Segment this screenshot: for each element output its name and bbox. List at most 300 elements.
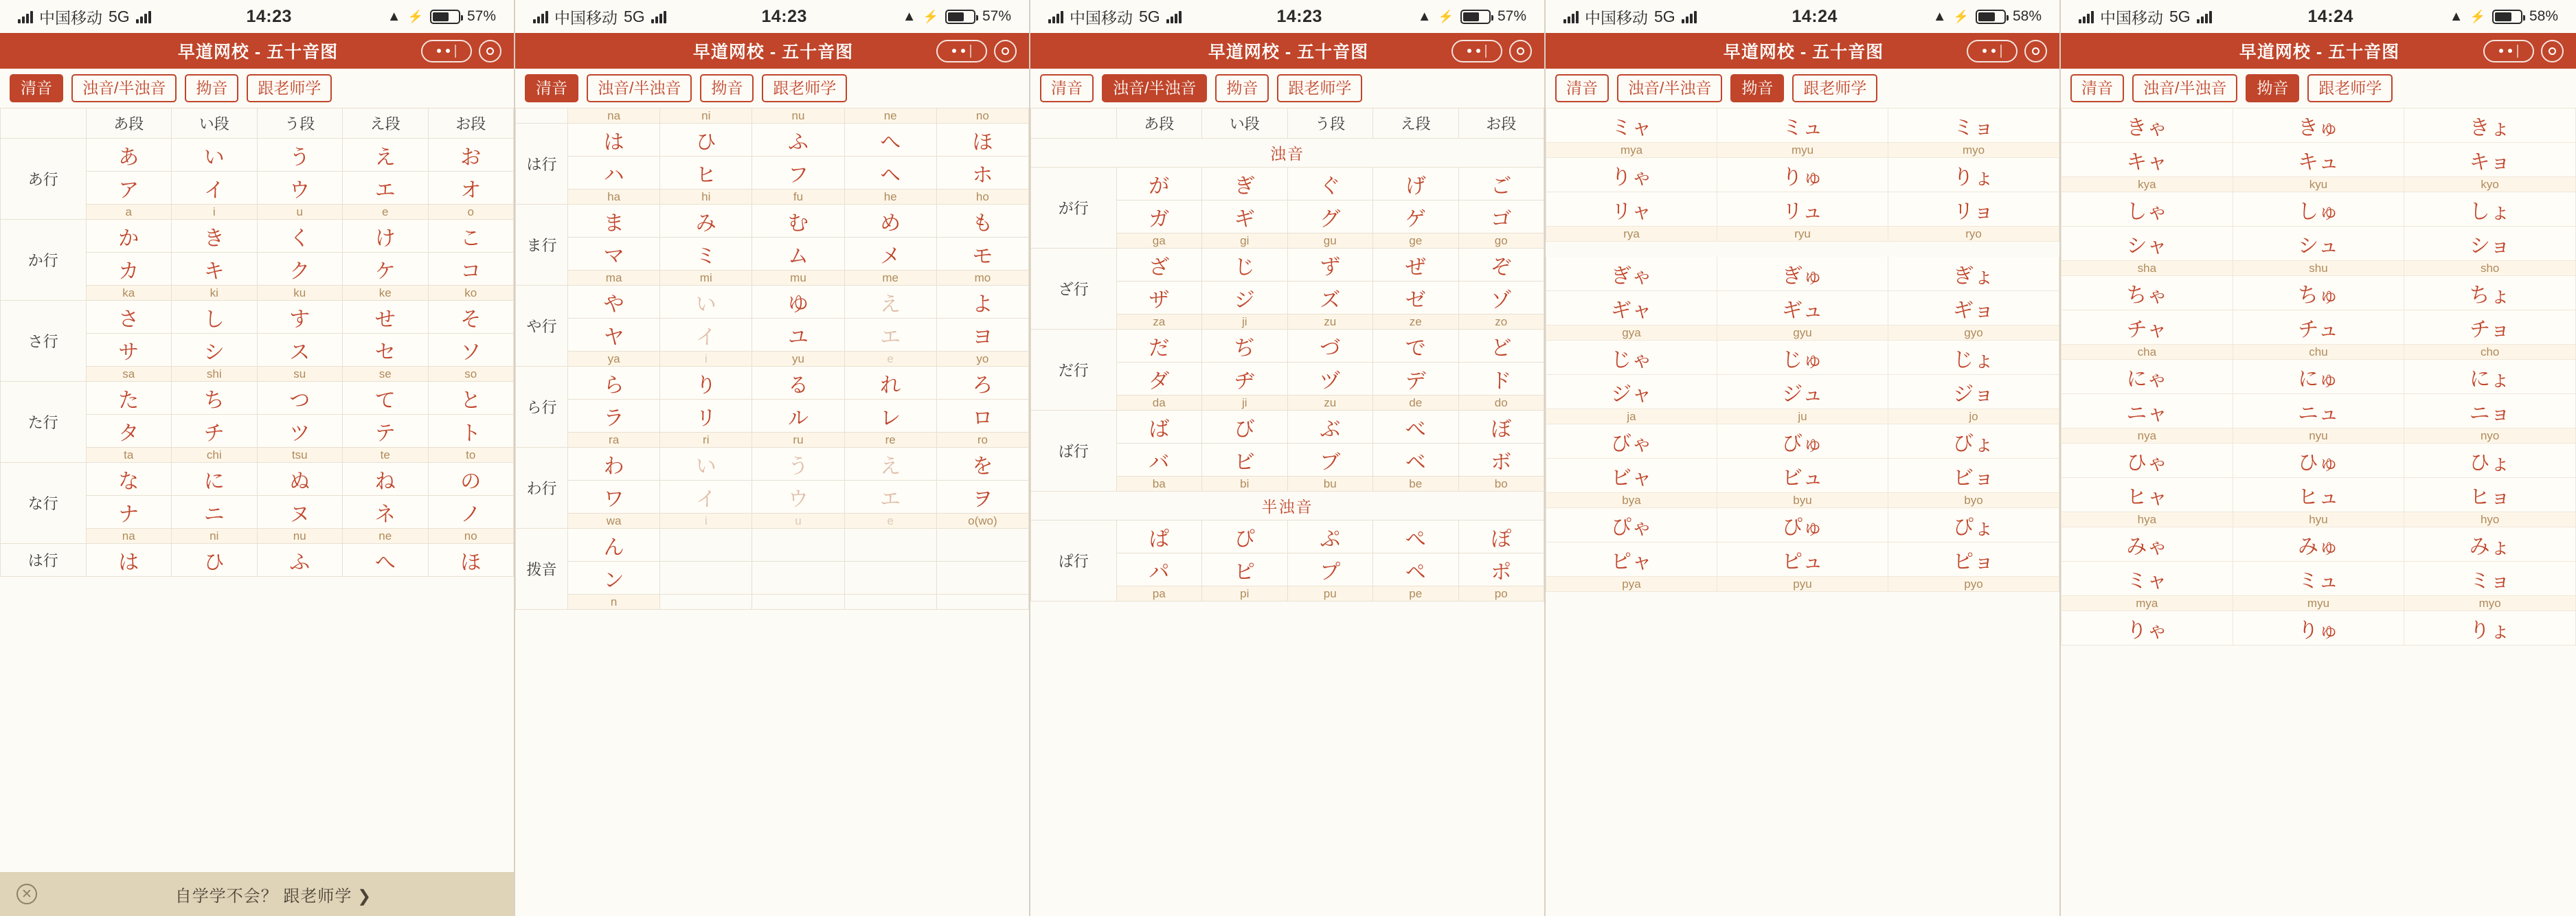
- kana-cell[interactable]: ご: [1458, 168, 1544, 201]
- kana-cell[interactable]: も: [936, 205, 1028, 238]
- kana-cell[interactable]: ミ: [660, 238, 752, 271]
- kana-cell[interactable]: バ: [1116, 444, 1202, 477]
- kana-cell[interactable]: ぎ: [1202, 168, 1288, 201]
- kana-cell[interactable]: ず: [1287, 249, 1373, 282]
- table-row: [516, 352, 1029, 367]
- kana-cell[interactable]: え: [844, 448, 936, 481]
- tab-seion[interactable]: 清音: [10, 74, 63, 102]
- kana-cell[interactable]: せ: [343, 301, 429, 334]
- kana-cell[interactable]: け: [343, 220, 429, 253]
- battery-icon: [2492, 10, 2522, 24]
- kana-cell[interactable]: チャ: [2061, 310, 2233, 345]
- kana-cell[interactable]: あ: [86, 139, 172, 172]
- kana-cell[interactable]: プ: [1287, 553, 1373, 586]
- kana-cell[interactable]: ダ: [1116, 363, 1202, 396]
- kana-table-container[interactable]: [1546, 108, 2059, 916]
- kana-cell[interactable]: リュ: [1717, 192, 1888, 227]
- kana-cell[interactable]: ヂ: [1202, 363, 1288, 396]
- kana-cell[interactable]: ぺ: [1373, 520, 1459, 553]
- kana-cell[interactable]: ハ: [568, 157, 660, 190]
- kana-cell[interactable]: カ: [86, 253, 172, 286]
- kana-cell[interactable]: べ: [1373, 411, 1459, 444]
- row-head: ま行: [516, 205, 568, 286]
- kana-cell[interactable]: ひ: [172, 544, 258, 577]
- kana-cell[interactable]: ヘ: [844, 157, 936, 190]
- kana-cell[interactable]: き: [172, 220, 258, 253]
- close-mini-app-button[interactable]: [1509, 40, 1532, 62]
- kana-cell[interactable]: お: [428, 139, 514, 172]
- kana-cell[interactable]: ロ: [936, 400, 1028, 433]
- kana-cell[interactable]: ひょ: [2404, 444, 2576, 478]
- kana-cell[interactable]: フ: [752, 157, 844, 190]
- kana-cell[interactable]: シ: [172, 334, 258, 367]
- kana-cell[interactable]: ギュ: [1717, 291, 1888, 325]
- kana-cell[interactable]: や: [568, 286, 660, 319]
- romaji-cell: sho: [2404, 261, 2576, 276]
- tab-seion[interactable]: 清音: [1040, 74, 1094, 102]
- kana-cell[interactable]: りゅ: [1717, 158, 1888, 192]
- empty-cell: [844, 595, 936, 610]
- tab-dakuon[interactable]: 浊音/半浊音: [587, 74, 692, 102]
- kana-cell[interactable]: りゃ: [1546, 158, 1717, 192]
- kana-cell[interactable]: ジョ: [1888, 375, 2059, 409]
- kana-cell[interactable]: ギ: [1202, 201, 1288, 233]
- close-mini-app-button[interactable]: [479, 40, 501, 62]
- kana-cell[interactable]: きょ: [2404, 108, 2576, 143]
- kana-cell[interactable]: じゅ: [1717, 341, 1888, 375]
- kana-cell[interactable]: シャ: [2061, 227, 2233, 261]
- kana-cell[interactable]: ミュ: [2233, 562, 2404, 596]
- kana-cell[interactable]: ゆ: [752, 286, 844, 319]
- kana-cell[interactable]: きゅ: [2233, 108, 2404, 143]
- kana-cell[interactable]: じゃ: [1546, 341, 1717, 375]
- kana-cell[interactable]: キ: [172, 253, 258, 286]
- kana-cell[interactable]: ぎゅ: [1717, 257, 1888, 291]
- kana-cell[interactable]: ゲ: [1373, 201, 1459, 233]
- kana-cell[interactable]: りょ: [1888, 158, 2059, 192]
- tab-yoon[interactable]: 拗音: [1215, 74, 1269, 102]
- kana-cell[interactable]: だ: [1116, 330, 1202, 363]
- kana-cell[interactable]: じょ: [1888, 341, 2059, 375]
- tab-seion[interactable]: 清音: [2070, 74, 2124, 102]
- kana-cell[interactable]: は: [86, 544, 172, 577]
- wifi-icon: ▲: [902, 8, 916, 24]
- kana-cell[interactable]: みゅ: [2233, 527, 2404, 562]
- kana-cell[interactable]: ひゅ: [2233, 444, 2404, 478]
- kana-cell[interactable]: は: [568, 124, 660, 157]
- kana-cell[interactable]: ほ: [428, 544, 514, 577]
- kana-cell[interactable]: ピ: [1202, 553, 1288, 586]
- kana-cell[interactable]: へ: [844, 124, 936, 157]
- kana-cell[interactable]: ぬ: [257, 463, 343, 496]
- kana-cell[interactable]: ぎょ: [1888, 257, 2059, 291]
- kana-cell[interactable]: ビュ: [1717, 459, 1888, 493]
- more-menu-button[interactable]: [421, 40, 472, 62]
- kana-cell[interactable]: ピョ: [1888, 542, 2059, 577]
- romaji-cell: pyu: [1717, 577, 1888, 592]
- kana-cell[interactable]: チ: [172, 415, 258, 448]
- kana-cell[interactable]: つ: [257, 382, 343, 415]
- kana-cell[interactable]: ベ: [1373, 444, 1459, 477]
- romaji-cell: za: [1116, 314, 1202, 330]
- kana-cell[interactable]: ア: [86, 172, 172, 205]
- tab-teacher[interactable]: 跟老师学: [2307, 74, 2393, 102]
- kana-cell[interactable]: ウ: [752, 481, 844, 514]
- kana-cell[interactable]: ニ: [172, 496, 258, 529]
- kana-cell[interactable]: エ: [844, 319, 936, 352]
- kana-cell[interactable]: ひ: [660, 124, 752, 157]
- kana-table-container[interactable]: [0, 108, 514, 916]
- kana-cell[interactable]: ザ: [1116, 282, 1202, 314]
- kana-cell[interactable]: ぶ: [1287, 411, 1373, 444]
- kana-cell[interactable]: ポ: [1458, 553, 1544, 586]
- table-row: [516, 271, 1029, 286]
- tab-yoon[interactable]: 拗音: [185, 74, 238, 102]
- kana-cell[interactable]: ジュ: [1717, 375, 1888, 409]
- kana-cell[interactable]: ト: [428, 415, 514, 448]
- kana-cell[interactable]: ヤ: [568, 319, 660, 352]
- kana-cell[interactable]: ジ: [1202, 282, 1288, 314]
- more-menu-button[interactable]: [936, 40, 987, 62]
- kana-cell[interactable]: め: [844, 205, 936, 238]
- kana-cell[interactable]: ピャ: [1546, 542, 1717, 577]
- kana-cell[interactable]: ど: [1458, 330, 1544, 363]
- kana-cell[interactable]: ショ: [2404, 227, 2576, 261]
- kana-cell[interactable]: ヅ: [1287, 363, 1373, 396]
- kana-cell[interactable]: テ: [343, 415, 429, 448]
- kana-cell[interactable]: を: [936, 448, 1028, 481]
- romaji-cell: ni: [172, 529, 258, 544]
- kana-table-container[interactable]: [1030, 108, 1544, 916]
- kana-cell[interactable]: ヒャ: [2061, 478, 2233, 512]
- kana-cell[interactable]: て: [343, 382, 429, 415]
- kana-cell[interactable]: し: [172, 301, 258, 334]
- kana-cell[interactable]: チュ: [2233, 310, 2404, 345]
- kana-cell[interactable]: そ: [428, 301, 514, 334]
- kana-cell[interactable]: ね: [343, 463, 429, 496]
- kana-cell[interactable]: しゅ: [2233, 192, 2404, 227]
- kana-cell[interactable]: ちょ: [2404, 276, 2576, 310]
- kana-cell[interactable]: ニャ: [2061, 394, 2233, 428]
- kana-cell[interactable]: ス: [257, 334, 343, 367]
- kana-table-container[interactable]: [2061, 108, 2576, 916]
- kana-cell[interactable]: ば: [1116, 411, 1202, 444]
- kana-cell[interactable]: シュ: [2233, 227, 2404, 261]
- kana-cell[interactable]: びょ: [1888, 424, 2059, 459]
- kana-cell[interactable]: ソ: [428, 334, 514, 367]
- kana-cell[interactable]: ヒュ: [2233, 478, 2404, 512]
- kana-cell[interactable]: ヲ: [936, 481, 1028, 514]
- kana-cell[interactable]: みょ: [2404, 527, 2576, 562]
- kana-cell[interactable]: ちゅ: [2233, 276, 2404, 310]
- tab-teacher[interactable]: 跟老师学: [1792, 74, 1877, 102]
- kana-cell[interactable]: ゼ: [1373, 282, 1459, 314]
- kana-table-container[interactable]: [515, 108, 1029, 916]
- kana-cell[interactable]: ボ: [1458, 444, 1544, 477]
- tab-dakuon[interactable]: 浊音/半浊音: [1102, 74, 1207, 102]
- kana-cell[interactable]: タ: [86, 415, 172, 448]
- kana-cell[interactable]: ぞ: [1458, 249, 1544, 282]
- kana-cell[interactable]: ろ: [936, 367, 1028, 400]
- kana-cell[interactable]: ぽ: [1458, 520, 1544, 553]
- carrier-label: 中国移动: [39, 8, 102, 27]
- kana-cell[interactable]: モ: [936, 238, 1028, 271]
- kana-cell[interactable]: ピュ: [1717, 542, 1888, 577]
- romaji-cell: jo: [1888, 409, 2059, 424]
- kana-cell[interactable]: す: [257, 301, 343, 334]
- clock: 14:23: [761, 6, 807, 26]
- kana-cell[interactable]: ニョ: [2404, 394, 2576, 428]
- kana-cell[interactable]: マ: [568, 238, 660, 271]
- kana-cell[interactable]: む: [752, 205, 844, 238]
- kana-cell[interactable]: か: [86, 220, 172, 253]
- kana-cell[interactable]: ビ: [1202, 444, 1288, 477]
- close-icon[interactable]: ✕: [16, 884, 37, 904]
- kana-cell[interactable]: リ: [660, 400, 752, 433]
- tab-teacher[interactable]: 跟老师学: [762, 74, 847, 102]
- kana-cell[interactable]: ナ: [86, 496, 172, 529]
- kana-cell[interactable]: ツ: [257, 415, 343, 448]
- carrier-label: 中国移动: [1070, 8, 1133, 27]
- kana-cell[interactable]: ガ: [1116, 201, 1202, 233]
- romaji-cell: ro: [936, 433, 1028, 448]
- kana-cell[interactable]: さ: [86, 301, 172, 334]
- kana-cell[interactable]: オ: [428, 172, 514, 205]
- kana-cell[interactable]: ビョ: [1888, 459, 2059, 493]
- tab-dakuon[interactable]: 浊音/半浊音: [2132, 74, 2237, 102]
- kana-cell[interactable]: イ: [172, 172, 258, 205]
- kana-cell[interactable]: きゃ: [2061, 108, 2233, 143]
- kana-cell[interactable]: グ: [1287, 201, 1373, 233]
- more-menu-button[interactable]: [1967, 40, 2018, 62]
- romaji-cell: bo: [1458, 477, 1544, 492]
- romaji-cell: cho: [2404, 345, 2576, 360]
- kana-cell[interactable]: ン: [568, 562, 660, 595]
- kana-cell[interactable]: ふ: [752, 124, 844, 157]
- kana-cell[interactable]: ふ: [257, 544, 343, 577]
- kana-cell[interactable]: ミュ: [1717, 108, 1888, 143]
- kana-cell[interactable]: ニュ: [2233, 394, 2404, 428]
- kana-cell[interactable]: イ: [660, 481, 752, 514]
- kana-cell[interactable]: る: [752, 367, 844, 400]
- kana-cell[interactable]: ぴゅ: [1717, 508, 1888, 542]
- kana-cell[interactable]: が: [1116, 168, 1202, 201]
- kana-cell[interactable]: エ: [343, 172, 429, 205]
- tab-dakuon[interactable]: 浊音/半浊音: [1617, 74, 1722, 102]
- kana-cell[interactable]: リャ: [1546, 192, 1717, 227]
- kana-cell[interactable]: ネ: [343, 496, 429, 529]
- kana-cell[interactable]: ヒョ: [2404, 478, 2576, 512]
- kana-cell[interactable]: に: [172, 463, 258, 496]
- kana-cell[interactable]: しょ: [2404, 192, 2576, 227]
- empty-cell: [752, 529, 844, 562]
- tab-yoon[interactable]: 拗音: [2246, 74, 2299, 102]
- close-mini-app-button[interactable]: [2024, 40, 2047, 62]
- kana-cell[interactable]: ちゃ: [2061, 276, 2233, 310]
- kana-cell[interactable]: づ: [1287, 330, 1373, 363]
- kana-cell[interactable]: び: [1202, 411, 1288, 444]
- close-mini-app-button[interactable]: [994, 40, 1017, 62]
- kana-cell[interactable]: ノ: [428, 496, 514, 529]
- kana-cell[interactable]: ド: [1458, 363, 1544, 396]
- kana-cell[interactable]: デ: [1373, 363, 1459, 396]
- kana-cell[interactable]: ざ: [1116, 249, 1202, 282]
- more-menu-button[interactable]: [1451, 40, 1502, 62]
- romaji-cell: po: [1458, 586, 1544, 602]
- charging-icon: ⚡: [923, 9, 938, 23]
- kana-cell[interactable]: ヨ: [936, 319, 1028, 352]
- kana-cell[interactable]: ズ: [1287, 282, 1373, 314]
- kana-cell[interactable]: く: [257, 220, 343, 253]
- kana-cell[interactable]: り: [660, 367, 752, 400]
- kana-cell[interactable]: う: [257, 139, 343, 172]
- row-head: た行: [1, 382, 87, 463]
- kana-cell[interactable]: ギャ: [1546, 291, 1717, 325]
- section-row: [1031, 492, 1544, 520]
- tab-bar: [1030, 69, 1544, 108]
- kana-cell[interactable]: た: [86, 382, 172, 415]
- kana-cell[interactable]: ヒ: [660, 157, 752, 190]
- kana-cell[interactable]: ぐ: [1287, 168, 1373, 201]
- kana-cell[interactable]: ケ: [343, 253, 429, 286]
- kana-cell[interactable]: びゃ: [1546, 424, 1717, 459]
- kana-cell[interactable]: ヌ: [257, 496, 343, 529]
- kana-cell[interactable]: りょ: [2404, 611, 2576, 645]
- kana-cell[interactable]: キョ: [2404, 143, 2576, 177]
- kana-cell[interactable]: イ: [660, 319, 752, 352]
- kana-cell[interactable]: わ: [568, 448, 660, 481]
- kana-cell[interactable]: キュ: [2233, 143, 2404, 177]
- kana-cell[interactable]: み: [660, 205, 752, 238]
- kana-cell[interactable]: げ: [1373, 168, 1459, 201]
- kana-cell[interactable]: れ: [844, 367, 936, 400]
- kana-cell[interactable]: ゴ: [1458, 201, 1544, 233]
- kana-cell[interactable]: ミャ: [1546, 108, 1717, 143]
- kana-cell[interactable]: ワ: [568, 481, 660, 514]
- kana-cell[interactable]: ク: [257, 253, 343, 286]
- kana-cell[interactable]: ミョ: [2404, 562, 2576, 596]
- kana-cell[interactable]: と: [428, 382, 514, 415]
- kana-cell[interactable]: ホ: [936, 157, 1028, 190]
- kana-cell[interactable]: じ: [1202, 249, 1288, 282]
- kana-cell[interactable]: にゃ: [2061, 360, 2233, 394]
- nav-bar: [515, 33, 1029, 69]
- kana-cell[interactable]: びゅ: [1717, 424, 1888, 459]
- kana-cell[interactable]: ラ: [568, 400, 660, 433]
- kana-cell[interactable]: で: [1373, 330, 1459, 363]
- table-row: [1546, 577, 2059, 592]
- kana-cell[interactable]: え: [343, 139, 429, 172]
- kana-cell[interactable]: しゃ: [2061, 192, 2233, 227]
- kana-cell[interactable]: ミャ: [2061, 562, 2233, 596]
- close-mini-app-button[interactable]: [2541, 40, 2564, 62]
- kana-cell[interactable]: う: [752, 448, 844, 481]
- kana-cell[interactable]: ギョ: [1888, 291, 2059, 325]
- kana-cell[interactable]: の: [428, 463, 514, 496]
- kana-cell[interactable]: な: [86, 463, 172, 496]
- kana-cell[interactable]: ビャ: [1546, 459, 1717, 493]
- tab-teacher[interactable]: 跟老师学: [247, 74, 332, 102]
- kana-cell[interactable]: パ: [1116, 553, 1202, 586]
- tab-yoon[interactable]: 拗音: [1730, 74, 1784, 102]
- kana-cell[interactable]: にょ: [2404, 360, 2576, 394]
- kana-cell[interactable]: レ: [844, 400, 936, 433]
- kana-cell[interactable]: セ: [343, 334, 429, 367]
- kana-cell[interactable]: ら: [568, 367, 660, 400]
- page-title: 早道网校 - 五十音图: [692, 43, 854, 62]
- kana-cell[interactable]: ゾ: [1458, 282, 1544, 314]
- tab-seion[interactable]: 清音: [1555, 74, 1609, 102]
- kana-cell[interactable]: ぢ: [1202, 330, 1288, 363]
- tab-teacher[interactable]: 跟老师学: [1277, 74, 1362, 102]
- kana-cell[interactable]: い: [660, 448, 752, 481]
- romaji-cell: nyu: [2233, 428, 2404, 444]
- promo-banner[interactable]: [0, 872, 514, 916]
- nav-actions: [1967, 40, 2047, 62]
- kana-cell[interactable]: よ: [936, 286, 1028, 319]
- kana-cell[interactable]: ユ: [752, 319, 844, 352]
- kana-cell[interactable]: にゅ: [2233, 360, 2404, 394]
- kana-cell[interactable]: ジャ: [1546, 375, 1717, 409]
- kana-cell[interactable]: い: [660, 286, 752, 319]
- kana-cell[interactable]: ム: [752, 238, 844, 271]
- kana-cell[interactable]: ま: [568, 205, 660, 238]
- kana-cell[interactable]: ほ: [936, 124, 1028, 157]
- kana-cell[interactable]: りゅ: [2233, 611, 2404, 645]
- more-menu-button[interactable]: [2483, 40, 2534, 62]
- kana-cell[interactable]: メ: [844, 238, 936, 271]
- kana-cell[interactable]: ぎゃ: [1546, 257, 1717, 291]
- kana-cell[interactable]: ペ: [1373, 553, 1459, 586]
- table-row: [2061, 428, 2576, 444]
- kana-cell[interactable]: ル: [752, 400, 844, 433]
- kana-cell[interactable]: りゃ: [2061, 611, 2233, 645]
- kana-cell[interactable]: コ: [428, 253, 514, 286]
- page-title: 早道网校 - 五十音图: [1723, 43, 1884, 62]
- tab-dakuon[interactable]: 浊音/半浊音: [71, 74, 177, 102]
- kana-cell[interactable]: チョ: [2404, 310, 2576, 345]
- kana-cell[interactable]: エ: [844, 481, 936, 514]
- kana-cell[interactable]: え: [844, 286, 936, 319]
- kana-cell[interactable]: ひゃ: [2061, 444, 2233, 478]
- kana-cell[interactable]: リョ: [1888, 192, 2059, 227]
- kana-cell[interactable]: ぴゃ: [1546, 508, 1717, 542]
- kana-cell[interactable]: ん: [568, 529, 660, 562]
- kana-cell[interactable]: ぼ: [1458, 411, 1544, 444]
- kana-cell[interactable]: ぴょ: [1888, 508, 2059, 542]
- kana-cell[interactable]: ウ: [257, 172, 343, 205]
- tab-yoon[interactable]: 拗音: [700, 74, 754, 102]
- tab-seion[interactable]: 清音: [525, 74, 578, 102]
- kana-cell[interactable]: こ: [428, 220, 514, 253]
- wifi-icon: ▲: [1932, 8, 1947, 24]
- kana-cell[interactable]: ぴ: [1202, 520, 1288, 553]
- kana-cell[interactable]: みゃ: [2061, 527, 2233, 562]
- romaji-cell: myu: [2233, 596, 2404, 611]
- table-row: [2061, 108, 2576, 143]
- kana-cell[interactable]: ミョ: [1888, 108, 2059, 143]
- kana-cell[interactable]: ぱ: [1116, 520, 1202, 553]
- kana-cell[interactable]: ぜ: [1373, 249, 1459, 282]
- kana-cell[interactable]: ぷ: [1287, 520, 1373, 553]
- kana-cell[interactable]: ち: [172, 382, 258, 415]
- kana-cell[interactable]: サ: [86, 334, 172, 367]
- kana-cell[interactable]: キャ: [2061, 143, 2233, 177]
- kana-cell[interactable]: へ: [343, 544, 429, 577]
- network-label: 5G: [624, 7, 645, 25]
- kana-cell[interactable]: ブ: [1287, 444, 1373, 477]
- kana-cell[interactable]: い: [172, 139, 258, 172]
